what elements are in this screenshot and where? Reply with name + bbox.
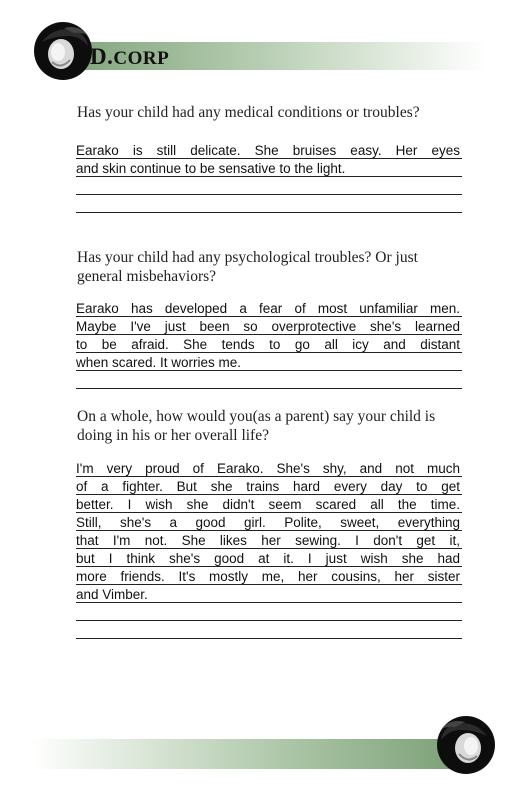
answer-line: Still, she's a good girl. Polite, sweet, everything: [76, 514, 468, 532]
blank-line: [76, 196, 468, 214]
blank-line: [76, 604, 468, 622]
dcorp-logo-icon: [34, 22, 92, 80]
answer-line: of a fighter. But she trains hard every day to get: [76, 478, 468, 496]
question-2-prompt-line: Has your child had any psychological troubles? Or just: [77, 249, 418, 266]
answer-line: Earako has developed a fear of most unfamiliar men.: [76, 300, 468, 318]
question-2-prompt-line: general misbehaviors?: [77, 268, 217, 285]
blank-line: [76, 372, 468, 390]
answer-line: to be afraid. She tends to go all icy and distant: [76, 336, 468, 354]
answer-line: more friends. It's mostly me, her cousins, her sister: [76, 568, 468, 586]
question-1-prompt: Has your child had any medical conditions or troubles?: [77, 104, 420, 121]
question-2-prompt: [77, 248, 477, 286]
answer-line: better. I wish she didn't seem scared all the time.: [76, 496, 468, 514]
question-3-answer[interactable]: [76, 460, 468, 640]
question-3-prompt-line: doing in his or her overall life?: [77, 427, 269, 444]
brand-name: D.CORP: [90, 44, 170, 69]
answer-line: when scared. It worries me.: [76, 354, 468, 372]
answer-line: but I think she's good at it. I just wish she had: [76, 550, 468, 568]
dcorp-logo-icon: [437, 716, 495, 774]
footer-band: [30, 739, 450, 769]
blank-line: [76, 178, 468, 196]
question-3-prompt-line: On a whole, how would you(as a parent) say your child is: [77, 408, 436, 425]
answer-line: that I'm not. She likes her sewing. I don't get it,: [76, 532, 468, 550]
blank-line: [76, 622, 468, 640]
answer-line: and Vimber.: [76, 586, 468, 604]
answer-line: Earako is still delicate. She bruises easy. Her eyes: [76, 142, 468, 160]
question-3-prompt: [77, 407, 477, 445]
question-2-answer[interactable]: [76, 300, 468, 390]
answer-line: I'm very proud of Earako. She's shy, and not much: [76, 460, 468, 478]
answer-line: Maybe I've just been so overprotective she's learned: [76, 318, 468, 336]
question-1-answer[interactable]: [76, 142, 468, 214]
answer-line: and skin continue to be sensative to the light.: [76, 160, 468, 178]
